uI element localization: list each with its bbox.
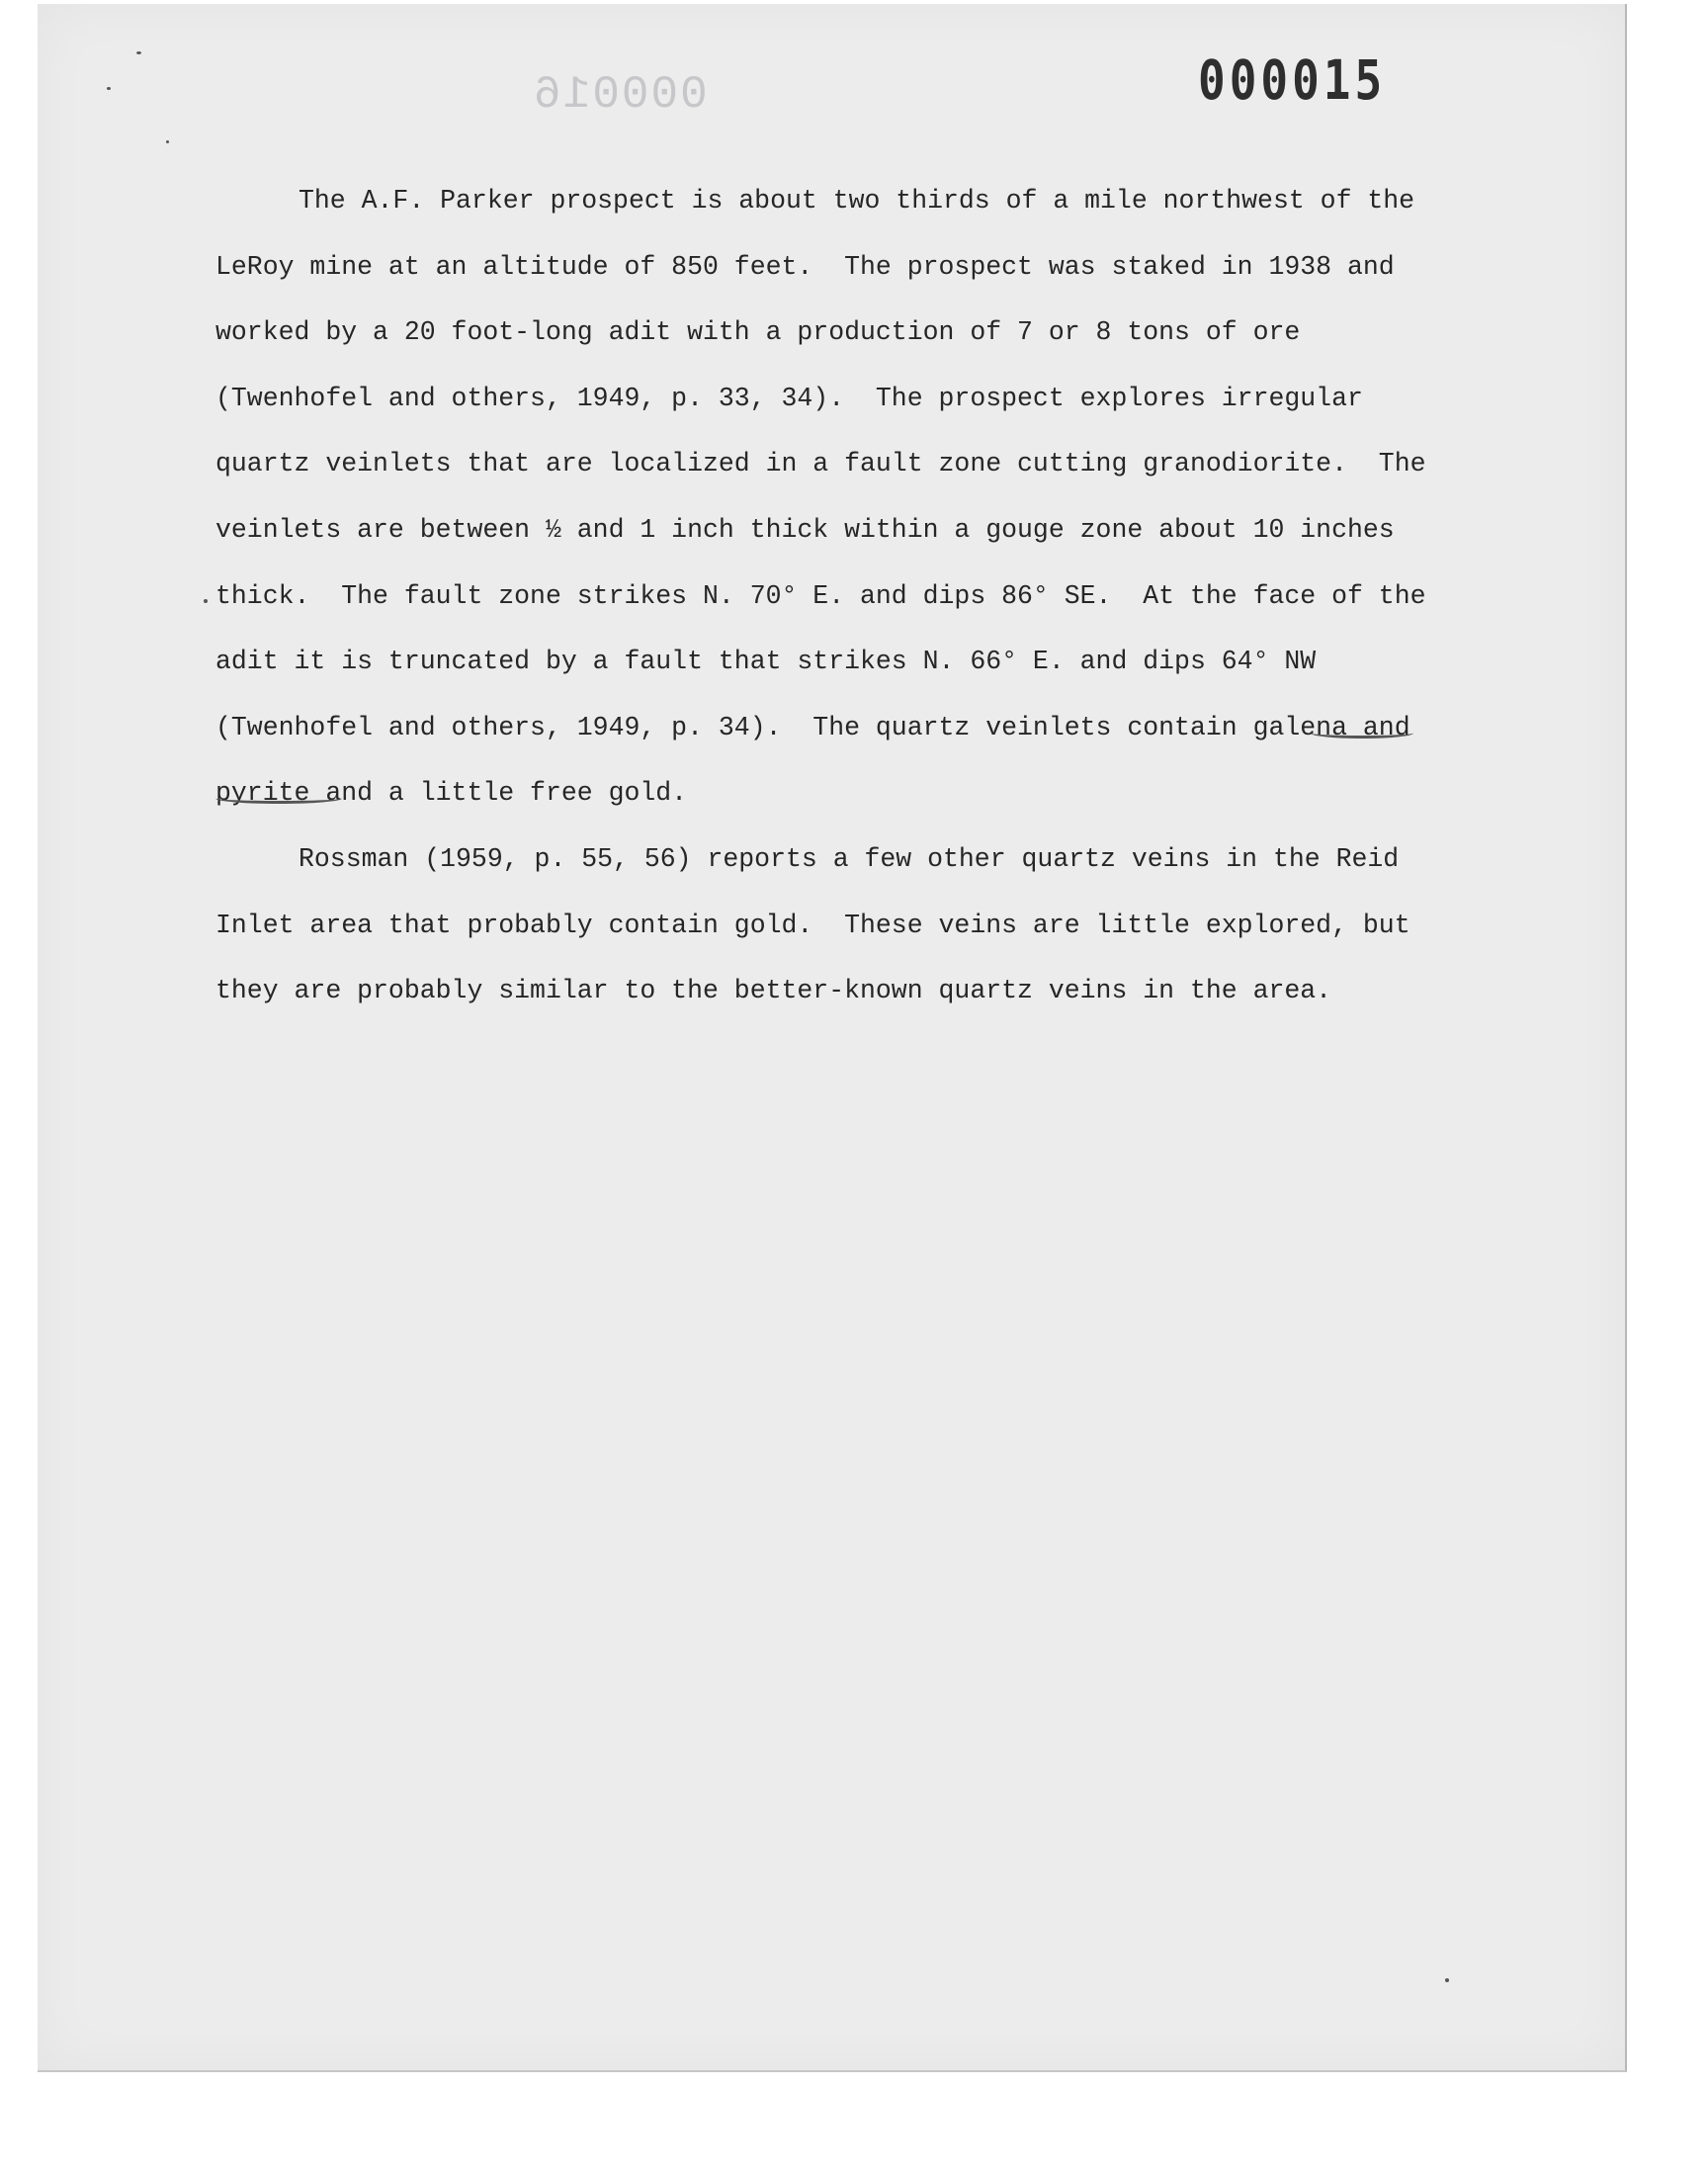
text-line: thick. The fault zone strikes N. 70° E. and dips 86° SE. At the face of the bbox=[215, 580, 1426, 611]
text-line: LeRoy mine at an altitude of 850 feet. The prospect was staked in 1938 and bbox=[215, 251, 1395, 282]
text-line: Rossman (1959, p. 55, 56) reports a few other quartz veins in the Reid bbox=[299, 843, 1400, 874]
handwritten-underline-galena bbox=[1311, 728, 1413, 739]
document-body bbox=[215, 168, 1500, 1024]
page-number: 000015 bbox=[1198, 47, 1387, 113]
text-line: they are probably similar to the better-known quartz veins in the area. bbox=[215, 976, 1332, 1006]
text-line: (Twenhofel and others, 1949, p. 34). The quartz veinlets contain galena and bbox=[215, 712, 1410, 742]
text-line: Inlet area that probably contain gold. These veins are little explored, but bbox=[215, 910, 1410, 940]
text-line: (Twenhofel and others, 1949, p. 33, 34). The prospect explores irregular bbox=[215, 383, 1363, 413]
text-line: adit it is truncated by a fault that strikes N. 66° E. and dips 64° NW bbox=[215, 647, 1317, 677]
margin-mark bbox=[107, 87, 111, 90]
margin-mark bbox=[204, 599, 208, 603]
handwritten-underline-pyrite bbox=[215, 793, 342, 804]
text-line: worked by a 20 foot-long adit with a production of 7 or 8 tons of ore bbox=[215, 317, 1301, 348]
text-line: quartz veinlets that are localized in a fault zone cutting granodiorite. The bbox=[215, 449, 1426, 479]
paragraph-1 bbox=[215, 168, 1500, 826]
margin-mark bbox=[136, 51, 141, 54]
text-line: veinlets are between ½ and 1 inch thick within a gouge zone about 10 inches bbox=[215, 514, 1395, 545]
text-line: The A.F. Parker prospect is about two thirds of a mile northwest of the bbox=[299, 186, 1415, 216]
margin-mark bbox=[166, 140, 169, 143]
text-line: pyrite and a little free gold. bbox=[215, 778, 688, 809]
margin-mark bbox=[1445, 1978, 1449, 1982]
bleed-through-page-number: 000016 bbox=[532, 69, 708, 121]
paragraph-2 bbox=[215, 826, 1500, 1024]
